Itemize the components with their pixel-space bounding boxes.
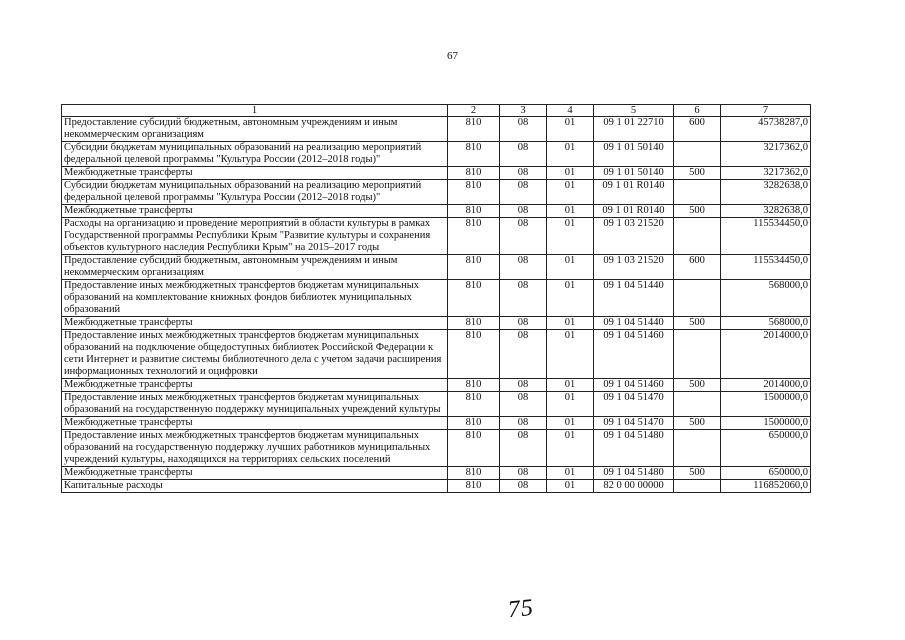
cell-target-article: 09 1 04 51480 [594, 430, 674, 467]
cell-amount: 568000,0 [721, 280, 811, 317]
cell-description: Капитальные расходы [62, 480, 448, 493]
cell-section-code: 08 [500, 255, 547, 280]
cell-description: Предоставление субсидий бюджетным, автономным учреждениям и иным некоммерческим организациям [62, 117, 448, 142]
cell-section-code: 08 [500, 280, 547, 317]
cell-target-article: 09 1 04 51440 [594, 317, 674, 330]
cell-amount: 115534450,0 [721, 218, 811, 255]
cell-expense-type: 500 [674, 205, 721, 218]
column-header: 1 [62, 105, 448, 117]
cell-ministry-code: 810 [448, 280, 500, 317]
cell-ministry-code: 810 [448, 205, 500, 218]
cell-amount: 1500000,0 [721, 417, 811, 430]
cell-subsection-code: 01 [547, 480, 594, 493]
cell-subsection-code: 01 [547, 117, 594, 142]
cell-amount: 116852060,0 [721, 480, 811, 493]
cell-ministry-code: 810 [448, 480, 500, 493]
cell-section-code: 08 [500, 317, 547, 330]
cell-description: Межбюджетные трансферты [62, 317, 448, 330]
cell-description: Предоставление иных межбюджетных трансфертов бюджетам муниципальных образований на государственную поддержку муниципальных учреждений культуры [62, 392, 448, 417]
cell-subsection-code: 01 [547, 280, 594, 317]
cell-target-article: 09 1 01 50140 [594, 142, 674, 167]
cell-expense-type [674, 480, 721, 493]
cell-target-article: 09 1 04 51460 [594, 330, 674, 379]
cell-ministry-code: 810 [448, 255, 500, 280]
cell-target-article: 82 0 00 00000 [594, 480, 674, 493]
cell-description: Межбюджетные трансферты [62, 205, 448, 218]
cell-expense-type: 500 [674, 467, 721, 480]
cell-target-article: 09 1 04 51470 [594, 392, 674, 417]
cell-ministry-code: 810 [448, 142, 500, 167]
cell-ministry-code: 810 [448, 117, 500, 142]
cell-description: Межбюджетные трансферты [62, 467, 448, 480]
column-header: 2 [448, 105, 500, 117]
cell-subsection-code: 01 [547, 205, 594, 218]
table-row [62, 167, 811, 180]
cell-subsection-code: 01 [547, 167, 594, 180]
cell-ministry-code: 810 [448, 218, 500, 255]
cell-subsection-code: 01 [547, 467, 594, 480]
cell-target-article: 09 1 04 51470 [594, 417, 674, 430]
cell-target-article: 09 1 01 50140 [594, 167, 674, 180]
table-row [62, 379, 811, 392]
table-row [62, 142, 811, 167]
cell-section-code: 08 [500, 167, 547, 180]
cell-description: Межбюджетные трансферты [62, 417, 448, 430]
cell-expense-type: 600 [674, 117, 721, 142]
cell-description: Предоставление субсидий бюджетным, автономным учреждениям и иным некоммерческим организациям [62, 255, 448, 280]
cell-target-article: 09 1 01 R0140 [594, 180, 674, 205]
cell-expense-type [674, 180, 721, 205]
cell-expense-type: 500 [674, 317, 721, 330]
cell-section-code: 08 [500, 417, 547, 430]
cell-subsection-code: 01 [547, 379, 594, 392]
cell-section-code: 08 [500, 379, 547, 392]
cell-subsection-code: 01 [547, 218, 594, 255]
table-row [62, 330, 811, 379]
table-header-row [62, 105, 811, 117]
table-row [62, 255, 811, 280]
cell-amount: 2014000,0 [721, 330, 811, 379]
table-row [62, 205, 811, 218]
cell-expense-type: 600 [674, 255, 721, 280]
cell-target-article: 09 1 01 22710 [594, 117, 674, 142]
cell-section-code: 08 [500, 480, 547, 493]
cell-description: Субсидии бюджетам муниципальных образований на реализацию мероприятий федеральной целевой программы "Культура России (2012–2018 годы)" [62, 142, 448, 167]
page-number: 67 [447, 50, 458, 62]
cell-target-article: 09 1 04 51440 [594, 280, 674, 317]
cell-subsection-code: 01 [547, 430, 594, 467]
cell-ministry-code: 810 [448, 417, 500, 430]
cell-section-code: 08 [500, 392, 547, 417]
cell-expense-type [674, 280, 721, 317]
cell-amount: 3282638,0 [721, 205, 811, 218]
cell-amount: 650000,0 [721, 467, 811, 480]
budget-table [61, 104, 811, 493]
column-header: 5 [594, 105, 674, 117]
cell-expense-type [674, 430, 721, 467]
cell-subsection-code: 01 [547, 417, 594, 430]
column-header: 7 [721, 105, 811, 117]
column-header: 3 [500, 105, 547, 117]
cell-section-code: 08 [500, 467, 547, 480]
cell-section-code: 08 [500, 330, 547, 379]
table-row [62, 180, 811, 205]
table-row [62, 392, 811, 417]
cell-ministry-code: 810 [448, 467, 500, 480]
cell-amount: 568000,0 [721, 317, 811, 330]
cell-amount: 3217362,0 [721, 167, 811, 180]
cell-target-article: 09 1 04 51460 [594, 379, 674, 392]
cell-amount: 3282638,0 [721, 180, 811, 205]
cell-expense-type: 500 [674, 379, 721, 392]
cell-subsection-code: 01 [547, 330, 594, 379]
table-row [62, 218, 811, 255]
cell-amount: 3217362,0 [721, 142, 811, 167]
cell-section-code: 08 [500, 180, 547, 205]
cell-target-article: 09 1 03 21520 [594, 255, 674, 280]
cell-description: Межбюджетные трансферты [62, 379, 448, 392]
cell-ministry-code: 810 [448, 167, 500, 180]
cell-expense-type: 500 [674, 167, 721, 180]
cell-amount: 115534450,0 [721, 255, 811, 280]
cell-subsection-code: 01 [547, 142, 594, 167]
cell-description: Предоставление иных межбюджетных трансфертов бюджетам муниципальных образований на подключение общедоступных библиотек Российской Федерации к сети Интернет и развитие системы библиотечного дела с учетом задачи расширения информационных технологий и оцифровки [62, 330, 448, 379]
cell-expense-type: 500 [674, 417, 721, 430]
cell-ministry-code: 810 [448, 392, 500, 417]
table-row [62, 117, 811, 142]
cell-description: Предоставление иных межбюджетных трансфертов бюджетам муниципальных образований на государственную поддержку лучших работников муниципальных учреждений культуры, находящихся на территориях сельских поселений [62, 430, 448, 467]
cell-section-code: 08 [500, 218, 547, 255]
table-row [62, 430, 811, 467]
column-header: 6 [674, 105, 721, 117]
cell-target-article: 09 1 03 21520 [594, 218, 674, 255]
handwritten-page-note: 75 [506, 594, 536, 624]
cell-subsection-code: 01 [547, 317, 594, 330]
cell-subsection-code: 01 [547, 392, 594, 417]
cell-ministry-code: 810 [448, 330, 500, 379]
cell-description: Субсидии бюджетам муниципальных образований на реализацию мероприятий федеральной целевой программы "Культура России (2012–2018 годы)" [62, 180, 448, 205]
cell-subsection-code: 01 [547, 180, 594, 205]
cell-expense-type [674, 218, 721, 255]
cell-ministry-code: 810 [448, 317, 500, 330]
cell-ministry-code: 810 [448, 379, 500, 392]
cell-subsection-code: 01 [547, 255, 594, 280]
cell-ministry-code: 810 [448, 180, 500, 205]
cell-amount: 45738287,0 [721, 117, 811, 142]
cell-amount: 650000,0 [721, 430, 811, 467]
cell-section-code: 08 [500, 430, 547, 467]
table-row [62, 467, 811, 480]
column-header: 4 [547, 105, 594, 117]
table-row [62, 480, 811, 493]
cell-description: Межбюджетные трансферты [62, 167, 448, 180]
cell-section-code: 08 [500, 117, 547, 142]
cell-ministry-code: 810 [448, 430, 500, 467]
table-row [62, 317, 811, 330]
cell-section-code: 08 [500, 142, 547, 167]
cell-expense-type [674, 142, 721, 167]
table-row [62, 417, 811, 430]
cell-amount: 2014000,0 [721, 379, 811, 392]
cell-target-article: 09 1 04 51480 [594, 467, 674, 480]
table-row [62, 280, 811, 317]
cell-description: Расходы на организацию и проведение мероприятий в области культуры в рамках Государственной программы Республики Крым "Развитие культуры и сохранения объектов культурного наследия Республики Крым" на 2015–2017 годы [62, 218, 448, 255]
cell-target-article: 09 1 01 R0140 [594, 205, 674, 218]
cell-amount: 1500000,0 [721, 392, 811, 417]
cell-expense-type [674, 330, 721, 379]
cell-description: Предоставление иных межбюджетных трансфертов бюджетам муниципальных образований на комплектование книжных фондов библиотек муниципальных образований [62, 280, 448, 317]
cell-expense-type [674, 392, 721, 417]
cell-section-code: 08 [500, 205, 547, 218]
